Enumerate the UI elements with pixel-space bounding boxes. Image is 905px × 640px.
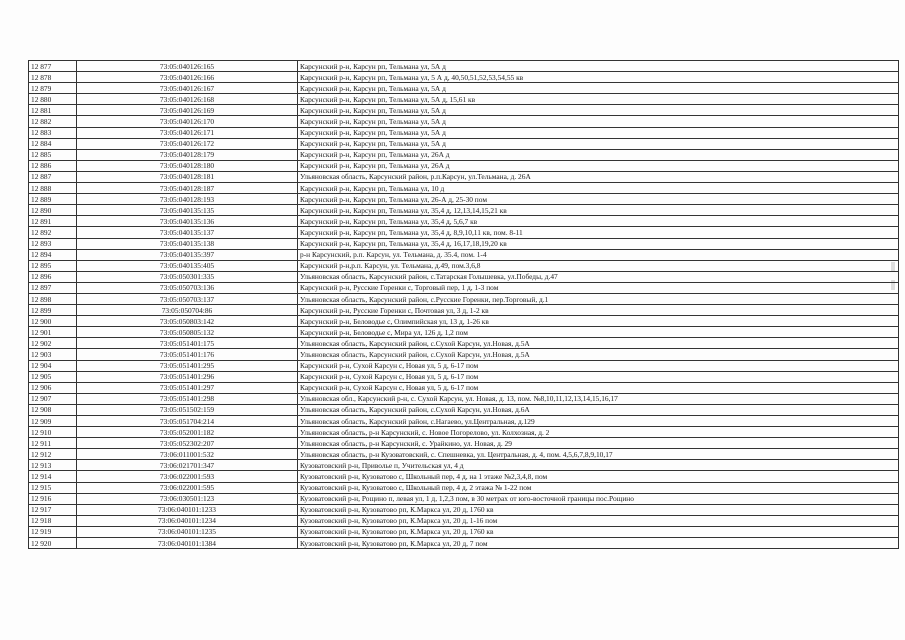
address-cell: Карсунский р-н, Карсун рп, Тельмана ул, 5А д bbox=[298, 116, 899, 127]
table-row bbox=[29, 404, 899, 415]
row-number-cell: 12 885 bbox=[29, 149, 77, 160]
cadastral-number-cell: 73:06:030501:123 bbox=[77, 493, 298, 504]
table-row bbox=[29, 227, 899, 238]
cadastral-number-cell: 73:05:051401:298 bbox=[77, 393, 298, 404]
row-number-cell: 12 896 bbox=[29, 271, 77, 282]
table-row bbox=[29, 282, 899, 293]
cadastral-number-cell: 73:05:050703:136 bbox=[77, 282, 298, 293]
address-cell: Карсунский р-н, Карсун рп, Тельмана ул, 35,4 д, 12,13,14,15,21 кв bbox=[298, 205, 899, 216]
row-number-cell: 12 904 bbox=[29, 360, 77, 371]
address-cell: Кузоватовский р-н, Приволье п, Учительская ул, 4 д bbox=[298, 460, 899, 471]
cadastral-number-cell: 73:05:040126:171 bbox=[77, 127, 298, 138]
cadastral-number-cell: 73:05:052001:182 bbox=[77, 427, 298, 438]
table-row bbox=[29, 138, 899, 149]
table-row bbox=[29, 238, 899, 249]
cadastral-number-cell: 73:06:011001:532 bbox=[77, 449, 298, 460]
address-cell: Кузоватовский р-н, Кузоватово рп, К.Маркса ул, 20 д, 1-16 пом bbox=[298, 515, 899, 526]
cadastral-number-cell: 73:06:022001:593 bbox=[77, 471, 298, 482]
table-row bbox=[29, 249, 899, 260]
address-cell: Карсунский р-н, Беловодье с, Олимпийская ул, 13 д, 1-26 кв bbox=[298, 316, 899, 327]
table-row bbox=[29, 438, 899, 449]
row-number-cell: 12 888 bbox=[29, 183, 77, 194]
cadastral-number-cell: 73:05:040135:137 bbox=[77, 227, 298, 238]
address-cell: р-н Карсунский, р.п. Карсун, ул. Тельмана, д. 35.4, пом. 1-4 bbox=[298, 249, 899, 260]
table-row bbox=[29, 116, 899, 127]
address-cell: Карсунский р-н, Карсун рп, Тельмана ул, 26А д bbox=[298, 149, 899, 160]
address-cell: Карсунский р-н, Карсун рп, Тельмана ул, 5А д bbox=[298, 61, 899, 72]
address-cell: Карсунский р-н, Карсун рп, Тельмана ул, 26-А д, 25-30 пом bbox=[298, 194, 899, 205]
row-number-cell: 12 894 bbox=[29, 249, 77, 260]
row-number-cell: 12 880 bbox=[29, 94, 77, 105]
table-row bbox=[29, 449, 899, 460]
row-number-cell: 12 890 bbox=[29, 205, 77, 216]
table-row bbox=[29, 171, 899, 182]
row-number-cell: 12 892 bbox=[29, 227, 77, 238]
cadastral-number-cell: 73:05:040135:138 bbox=[77, 238, 298, 249]
table-row bbox=[29, 72, 899, 83]
address-cell: Ульяновская область, Карсунский район, с.Сухой Карсун, ул.Новая, д.6А bbox=[298, 404, 899, 415]
cadastral-number-cell: 73:05:050803:142 bbox=[77, 316, 298, 327]
address-cell: Кузоватовский р-н, Кузоватово рп, К.Маркса ул, 20 д, 1760 кв bbox=[298, 526, 899, 537]
cadastral-number-cell: 73:05:040128:179 bbox=[77, 149, 298, 160]
address-cell: Ульяновская область, Карсунский район, с.Нагаево, ул.Центральная, д.129 bbox=[298, 416, 899, 427]
row-number-cell: 12 899 bbox=[29, 305, 77, 316]
table-row bbox=[29, 293, 899, 304]
row-number-cell: 12 879 bbox=[29, 83, 77, 94]
table-row bbox=[29, 349, 899, 360]
row-number-cell: 12 883 bbox=[29, 127, 77, 138]
cadastral-number-cell: 73:05:051502:159 bbox=[77, 404, 298, 415]
table-row bbox=[29, 360, 899, 371]
table-row bbox=[29, 338, 899, 349]
cadastral-number-cell: 73:06:040101:1233 bbox=[77, 504, 298, 515]
row-number-cell: 12 895 bbox=[29, 260, 77, 271]
cadastral-number-cell: 73:05:040126:168 bbox=[77, 94, 298, 105]
address-cell: Ульяновская обл., Карсунский р-н, с. Сухой Карсун, ул. Новая, д. 13, пом. №8,10,11,12,13,14,15,16,17 bbox=[298, 393, 899, 404]
cadastral-number-cell: 73:05:051401:175 bbox=[77, 338, 298, 349]
address-cell: Карсунский р-н, Карсун рп, Тельмана ул, 5 А д, 40,50,51,52,53,54,55 кв bbox=[298, 72, 899, 83]
address-cell: Карсунский р-н,р.п. Карсун, ул. Тельмана, д.49, пом.3,6,8 bbox=[298, 260, 899, 271]
row-number-cell: 12 900 bbox=[29, 316, 77, 327]
cadastral-number-cell: 73:05:040135:135 bbox=[77, 205, 298, 216]
cadastral-number-cell: 73:05:040135:405 bbox=[77, 260, 298, 271]
cadastral-number-cell: 73:05:040126:169 bbox=[77, 105, 298, 116]
row-number-cell: 12 913 bbox=[29, 460, 77, 471]
row-number-cell: 12 887 bbox=[29, 171, 77, 182]
row-number-cell: 12 877 bbox=[29, 61, 77, 72]
table-row bbox=[29, 416, 899, 427]
table-row bbox=[29, 371, 899, 382]
table-row bbox=[29, 83, 899, 94]
row-number-cell: 12 920 bbox=[29, 538, 77, 549]
cadastral-number-cell: 73:06:022001:595 bbox=[77, 482, 298, 493]
table-row bbox=[29, 61, 899, 72]
row-number-cell: 12 905 bbox=[29, 371, 77, 382]
table-row bbox=[29, 515, 899, 526]
table-row bbox=[29, 260, 899, 271]
address-cell: Карсунский р-н, Русские Горенки с, Торговый пер, 1 д, 1-3 пом bbox=[298, 282, 899, 293]
table-row bbox=[29, 205, 899, 216]
table-row bbox=[29, 305, 899, 316]
table-row bbox=[29, 105, 899, 116]
row-number-cell: 12 903 bbox=[29, 349, 77, 360]
cadastral-number-cell: 73:05:051401:296 bbox=[77, 371, 298, 382]
address-cell: Кузоватовский р-н, Кузоватово рп, К.Маркса ул, 20 д, 1760 кв bbox=[298, 504, 899, 515]
address-cell: Карсунский р-н, Карсун рп, Тельмана ул, 5А д, 15,61 кв bbox=[298, 94, 899, 105]
cadastral-number-cell: 73:05:051401:176 bbox=[77, 349, 298, 360]
table-row bbox=[29, 504, 899, 515]
cadastral-number-cell: 73:05:040126:167 bbox=[77, 83, 298, 94]
address-cell: Ульяновская область, Карсунский район, с.Сухой Карсун, ул.Новая, д.5А bbox=[298, 349, 899, 360]
cadastral-number-cell: 73:05:051704:214 bbox=[77, 416, 298, 427]
table-row bbox=[29, 316, 899, 327]
table-row bbox=[29, 183, 899, 194]
cadastral-number-cell: 73:06:040101:1234 bbox=[77, 515, 298, 526]
row-number-cell: 12 889 bbox=[29, 194, 77, 205]
cadastral-number-cell: 73:05:050805:132 bbox=[77, 327, 298, 338]
row-number-cell: 12 917 bbox=[29, 504, 77, 515]
row-number-cell: 12 912 bbox=[29, 449, 77, 460]
cadastral-number-cell: 73:05:050301:335 bbox=[77, 271, 298, 282]
row-number-cell: 12 906 bbox=[29, 382, 77, 393]
cadastral-number-cell: 73:05:051401:295 bbox=[77, 360, 298, 371]
cadastral-number-cell: 73:05:040126:165 bbox=[77, 61, 298, 72]
address-cell: Карсунский р-н, Карсун рп, Тельмана ул, 26А д bbox=[298, 160, 899, 171]
cadastral-number-cell: 73:05:052302:207 bbox=[77, 438, 298, 449]
row-number-cell: 12 915 bbox=[29, 482, 77, 493]
cadastral-number-cell: 73:05:050703:137 bbox=[77, 293, 298, 304]
row-number-cell: 12 898 bbox=[29, 293, 77, 304]
table-row bbox=[29, 471, 899, 482]
table-row bbox=[29, 216, 899, 227]
address-cell: Карсунский р-н, Карсун рп, Тельмана ул, 35,4 д, 8,9,10,11 кв, пом. 8-11 bbox=[298, 227, 899, 238]
row-number-cell: 12 897 bbox=[29, 282, 77, 293]
cadastral-number-cell: 73:05:040135:397 bbox=[77, 249, 298, 260]
address-cell: Ульяновская область, Карсунский район, р.п.Карсун, ул.Тельмана, д. 26А bbox=[298, 171, 899, 182]
table-row bbox=[29, 538, 899, 549]
row-number-cell: 12 891 bbox=[29, 216, 77, 227]
cadastral-number-cell: 73:05:051401:297 bbox=[77, 382, 298, 393]
address-cell: Ульяновская область, Карсунский район, с.Татарская Голышевка, ул.Победы, д.47 bbox=[298, 271, 899, 282]
address-cell: Карсунский р-н, Беловодье с, Мира ул, 126 д, 1,2 пом bbox=[298, 327, 899, 338]
row-number-cell: 12 918 bbox=[29, 515, 77, 526]
row-number-cell: 12 893 bbox=[29, 238, 77, 249]
cadastral-number-cell: 73:05:040126:172 bbox=[77, 138, 298, 149]
address-cell: Карсунский р-н, Карсун рп, Тельмана ул, 5А д bbox=[298, 83, 899, 94]
address-cell: Карсунский р-н, Карсун рп, Тельмана ул, 5А д bbox=[298, 127, 899, 138]
table-row bbox=[29, 393, 899, 404]
address-cell: Карсунский р-н, Сухой Карсун с, Новая ул, 5 д, 6-17 пом bbox=[298, 382, 899, 393]
cadastral-number-cell: 73:05:040128:181 bbox=[77, 171, 298, 182]
row-number-cell: 12 910 bbox=[29, 427, 77, 438]
table-row bbox=[29, 127, 899, 138]
row-number-cell: 12 902 bbox=[29, 338, 77, 349]
address-cell: Карсунский р-н, Сухой Карсун с, Новая ул, 5 д, 6-17 пом bbox=[298, 371, 899, 382]
address-cell: Ульяновская область, Карсунский район, с.Сухой Карсун, ул.Новая, д.5А bbox=[298, 338, 899, 349]
address-cell: Ульяновская область, р-н Кузоватовский, с. Спешневка, ул. Центральная, д. 4, пом. 4,5,6,7,8,9,10,17 bbox=[298, 449, 899, 460]
table-row bbox=[29, 327, 899, 338]
cadastral-number-cell: 73:05:040126:166 bbox=[77, 72, 298, 83]
table-row bbox=[29, 149, 899, 160]
table-row bbox=[29, 526, 899, 537]
table-row bbox=[29, 94, 899, 105]
address-cell: Кузоватовский р-н, Рощино п, левая ул, 1 д, 1,2,3 пом, в 30 метрах от юго-восточной границы пос.Рощино bbox=[298, 493, 899, 504]
address-cell: Ульяновская область, Карсунский район, с.Русские Горенки, пер.Торговый, д.1 bbox=[298, 293, 899, 304]
row-number-cell: 12 908 bbox=[29, 404, 77, 415]
row-number-cell: 12 881 bbox=[29, 105, 77, 116]
row-number-cell: 12 886 bbox=[29, 160, 77, 171]
address-cell: Карсунский р-н, Карсун рп, Тельмана ул, 5А д bbox=[298, 105, 899, 116]
row-number-cell: 12 909 bbox=[29, 416, 77, 427]
table-row bbox=[29, 427, 899, 438]
cadastral-number-cell: 73:05:050704:86 bbox=[77, 305, 298, 316]
address-cell: Карсунский р-н, Карсун рп, Тельмана ул, 35,4 д, 16,17,18,19,20 кв bbox=[298, 238, 899, 249]
table-row bbox=[29, 382, 899, 393]
cadastral-number-cell: 73:06:040101:1384 bbox=[77, 538, 298, 549]
table-row bbox=[29, 482, 899, 493]
table-row bbox=[29, 271, 899, 282]
address-cell: Карсунский р-н, Русские Горенки с, Почтовая ул, 3 д, 1-2 кв bbox=[298, 305, 899, 316]
cadastral-number-cell: 73:05:040135:136 bbox=[77, 216, 298, 227]
row-number-cell: 12 878 bbox=[29, 72, 77, 83]
address-cell: Ульяновская область, р-н Карсунский, с. Урайкино, ул. Новая, д. 29 bbox=[298, 438, 899, 449]
row-number-cell: 12 901 bbox=[29, 327, 77, 338]
cadastral-number-cell: 73:05:040126:170 bbox=[77, 116, 298, 127]
address-cell: Карсунский р-н, Карсун рп, Тельмана ул, 10 д bbox=[298, 183, 899, 194]
address-cell: Кузоватовский р-н, Кузоватово с, Школьный пер, 4 д, 2 этажа № 1-22 пом bbox=[298, 482, 899, 493]
row-number-cell: 12 882 bbox=[29, 116, 77, 127]
address-cell: Кузоватовский р-н, Кузоватово с, Школьный пер, 4 д, на 1 этаже №2,3,4,8, пом bbox=[298, 471, 899, 482]
address-cell: Кузоватовский р-н, Кузоватово рп, К.Маркса ул, 20 д, 7 пом bbox=[298, 538, 899, 549]
table-row bbox=[29, 160, 899, 171]
cadastral-number-cell: 73:06:021701:347 bbox=[77, 460, 298, 471]
row-number-cell: 12 911 bbox=[29, 438, 77, 449]
cadastral-number-cell: 73:05:040128:180 bbox=[77, 160, 298, 171]
row-number-cell: 12 884 bbox=[29, 138, 77, 149]
address-cell: Ульяновская область, р-н Карсунский, с. Новое Погорелово, ул. Колхозная, д. 2 bbox=[298, 427, 899, 438]
address-cell: Карсунский р-н, Карсун рп, Тельмана ул, 5А д bbox=[298, 138, 899, 149]
row-number-cell: 12 907 bbox=[29, 393, 77, 404]
address-cell: Карсунский р-н, Сухой Карсун с, Новая ул, 5 д, 6-17 пом bbox=[298, 360, 899, 371]
row-number-cell: 12 919 bbox=[29, 526, 77, 537]
row-number-cell: 12 916 bbox=[29, 493, 77, 504]
cadastral-number-cell: 73:05:040128:187 bbox=[77, 183, 298, 194]
cadastral-number-cell: 73:06:040101:1235 bbox=[77, 526, 298, 537]
cadastral-number-cell: 73:05:040128:193 bbox=[77, 194, 298, 205]
table-row bbox=[29, 194, 899, 205]
table-row bbox=[29, 460, 899, 471]
address-cell: Карсунский р-н, Карсун рп, Тельмана ул, 35,4 д, 5,6,7 кв bbox=[298, 216, 899, 227]
row-number-cell: 12 914 bbox=[29, 471, 77, 482]
table-row bbox=[29, 493, 899, 504]
registry-table bbox=[28, 60, 899, 549]
